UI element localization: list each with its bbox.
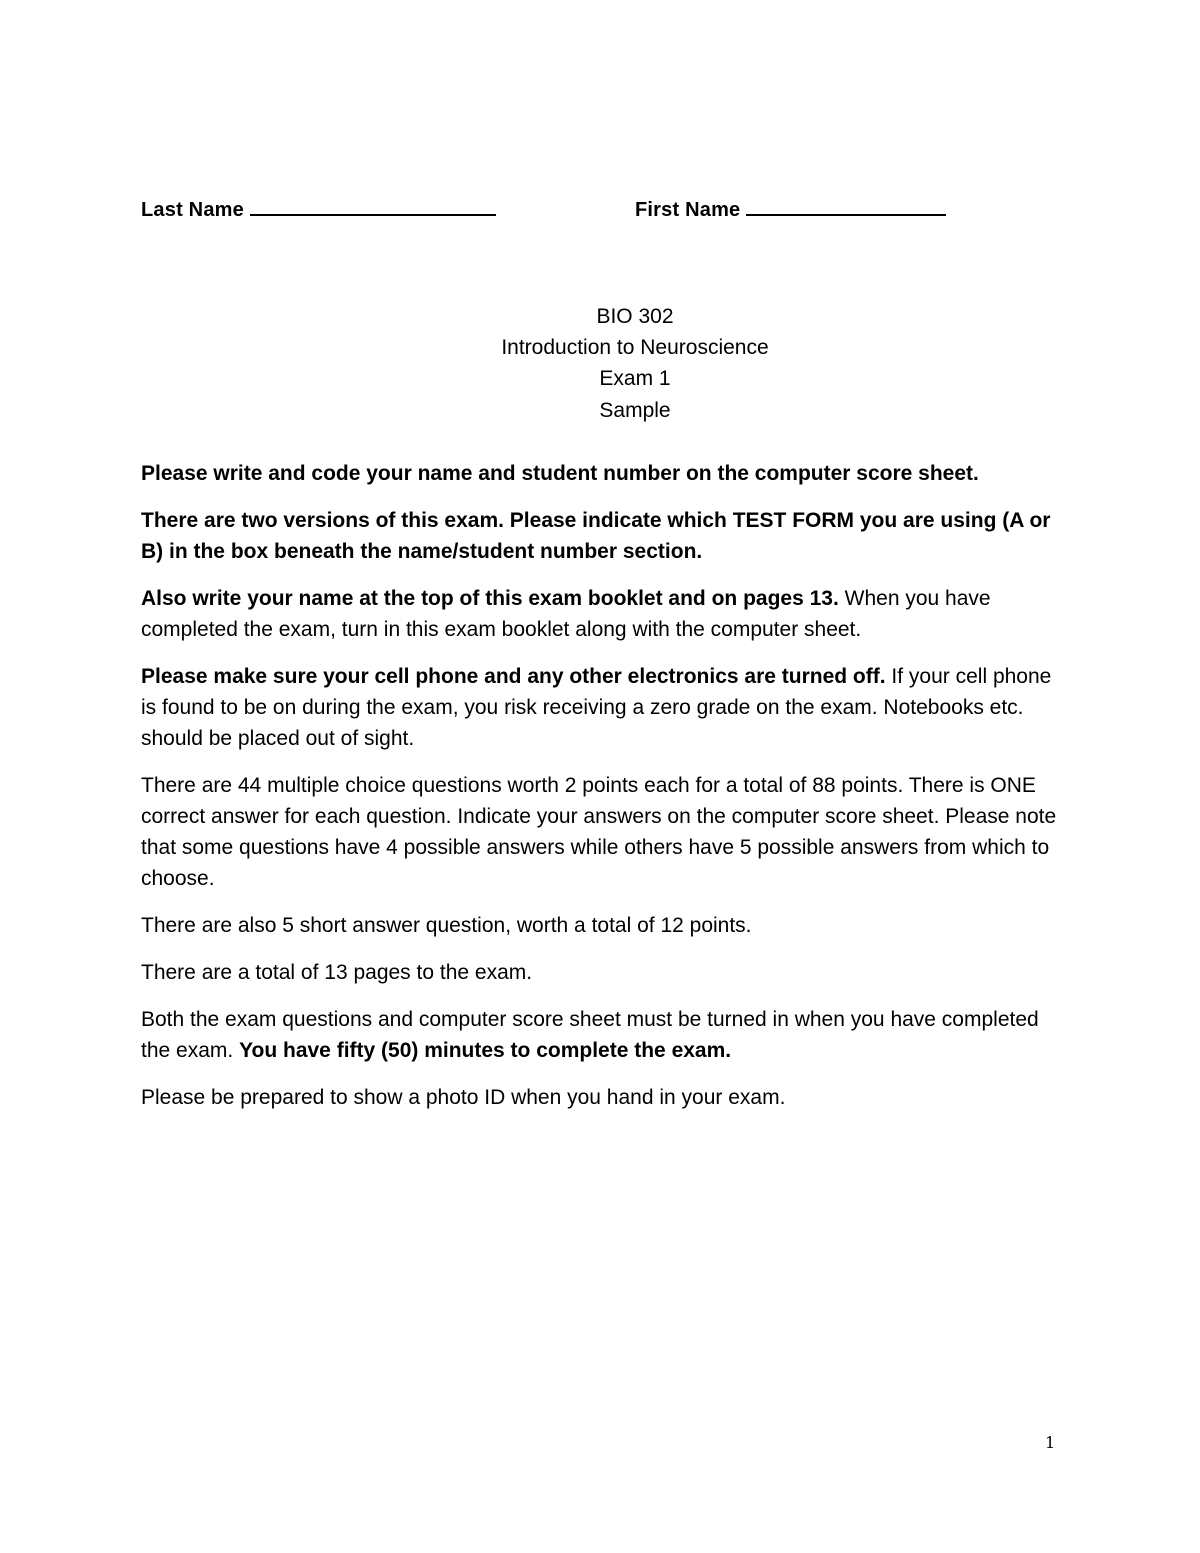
instructions <box>141 458 1071 1129</box>
instruction-paragraph: Please write and code your name and student number on the computer score sheet. <box>141 462 979 485</box>
instruction-bold-text: You have fifty (50) minutes to complete the exam. <box>239 1039 732 1062</box>
first-name-field[interactable] <box>635 194 946 222</box>
instruction-text: When you have completed the exam, turn in this exam booklet along with the computer sheet. <box>141 587 991 641</box>
instruction-text: If your cell phone is found to be on during the exam, you risk receiving a zero grade on the exam. Notebooks etc. should be placed out of sight. <box>141 665 1052 750</box>
exam-title: Exam 1 <box>599 367 671 390</box>
last-name-blank[interactable] <box>250 194 496 216</box>
instruction-paragraph: There are 44 multiple choice questions worth 2 points each for a total of 88 points. There is ONE correct answer for each question. Indicate your answers on the computer score sheet. Please note that some questions have 4 possible answers while others have 5 possible answers from which to choose. <box>141 774 1057 890</box>
course-code: BIO 302 <box>596 305 674 328</box>
instruction-text: Both the exam questions and computer score sheet must be turned in when you have completed the exam. <box>141 1008 1039 1062</box>
first-name-label: First Name <box>635 199 741 221</box>
course-name: Introduction to Neuroscience <box>501 336 769 359</box>
last-name-field[interactable] <box>141 194 496 222</box>
instruction-paragraph <box>141 661 1071 754</box>
instruction-paragraph: There are also 5 short answer question, worth a total of 12 points. <box>141 914 752 937</box>
instruction-paragraph: There are two versions of this exam. Please indicate which TEST FORM you are using (A or B) in the box beneath the name/student number section. <box>141 509 1051 563</box>
instruction-bold-text: Also write your name at the top of this exam booklet and on pages 13. <box>141 587 839 610</box>
exam-subtitle: Sample <box>599 399 671 422</box>
instruction-paragraph <box>141 1004 1071 1066</box>
last-name-label: Last Name <box>141 199 244 221</box>
instruction-paragraph: Please be prepared to show a photo ID when you hand in your exam. <box>141 1086 786 1109</box>
page-number: 1 <box>1045 1433 1056 1452</box>
instruction-paragraph <box>141 583 1071 645</box>
instruction-paragraph: There are a total of 13 pages to the exam. <box>141 961 533 984</box>
instruction-bold-text: Please make sure your cell phone and any other electronics are turned off. <box>141 665 886 688</box>
first-name-blank[interactable] <box>746 194 946 216</box>
